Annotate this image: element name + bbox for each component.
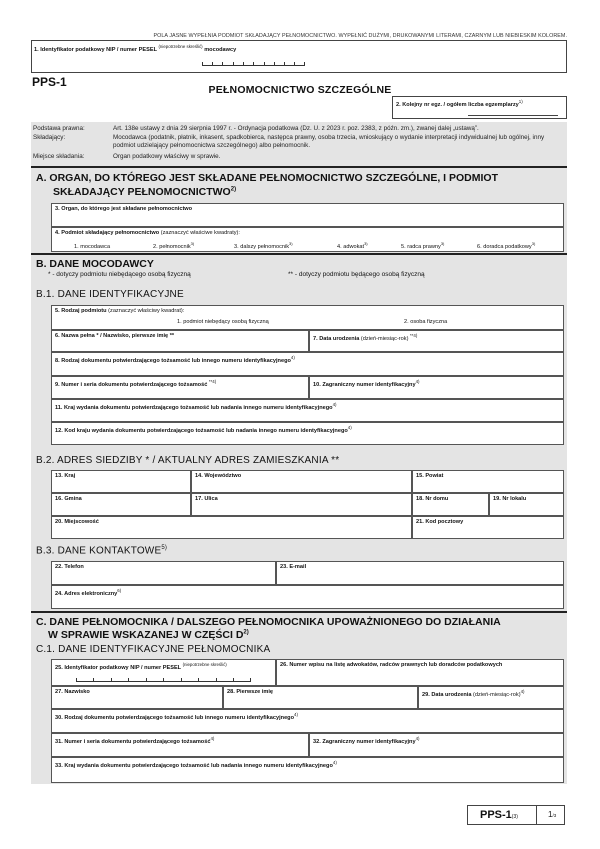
section-c-heading-line2: W SPRAWIE WSKAZANEJ W CZĘŚCI $D^{2)}$	[48, 629, 249, 641]
field-28-label: 28. Pierwsze imię	[227, 689, 274, 695]
field-10-foreign-id[interactable]	[309, 376, 564, 399]
field-17-label: 17. Ulica	[195, 496, 218, 502]
field-15-label: 15. Powiat	[416, 473, 444, 479]
legal-info-block	[31, 122, 567, 166]
section-b2-heading: B.2. ADRES SIEDZIBY * / AKTUALNY ADRES ZAMIESZKANIA **	[36, 455, 340, 466]
field-22-phone[interactable]	[51, 561, 276, 585]
footer-form-code: PPS-1(3)	[480, 809, 518, 821]
footer-divider	[536, 806, 537, 824]
section-c	[31, 611, 567, 784]
field-15-county[interactable]	[412, 470, 564, 493]
field-19-apartment-number[interactable]	[489, 493, 564, 516]
page-title: PEŁNOMOCNICTWO SZCZEGÓLNE	[208, 84, 392, 96]
field-23-email[interactable]	[276, 561, 564, 585]
field-31-label: 31. Numer i seria dokumentu potwierdzającego tożsamość$^{4)}$	[55, 736, 215, 745]
field-25-agent-tax-id[interactable]	[51, 659, 276, 686]
field-11-label: 11. Kraj wydania dokumentu potwierdzającego tożsamość lub nadania innego numeru identyfikacyjnego$^{4)}$	[55, 402, 337, 411]
field-12-label: 12. Kod kraju wydania dokumentu potwierdzającego tożsamość lub nadania innego numeru identyfikacyjnego$^{4)}$	[55, 425, 352, 434]
field-13-label: 13. Kraj	[55, 473, 76, 479]
field-6-name[interactable]	[51, 330, 309, 352]
field-26-registry-number[interactable]	[276, 659, 564, 686]
field-17-street[interactable]	[191, 493, 412, 516]
option-natural-person[interactable]: 2. osoba fizyczna	[404, 319, 448, 325]
field-29-label: 29. Data urodzenia (dzień-miesiąc-rok)$^{4)}$	[422, 689, 525, 698]
field-12-issuing-country-code[interactable]	[51, 422, 564, 445]
field-20-label: 20. Miejscowość	[55, 519, 99, 525]
section-c-heading-line1: C. DANE PEŁNOMOCNIKA / DALSZEGO PEŁNOMOCNIKA UPOWAŻNIONEGO DO DZIAŁANIA	[36, 616, 501, 628]
field-6-label: 6. Nazwa pełna * / Nazwisko, pierwsze imię **	[55, 333, 175, 339]
option-dalszy-pelnomocnik[interactable]: 3. dalszy pełnomocnik$^{3)}$	[234, 241, 293, 250]
field-3-organ[interactable]	[51, 203, 564, 227]
field-4-submitter	[51, 227, 564, 252]
field-25-label: 25. Identyfikator podatkowy NIP / numer PESEL $^{(niepotrzebne skreślić)}$	[55, 662, 227, 671]
section-a	[31, 166, 567, 253]
field-27-surname[interactable]	[51, 686, 223, 709]
field-10-label: 10. Zagraniczny numer identyfikacyjny$^{4)}$	[313, 379, 420, 388]
field-11-issuing-country[interactable]	[51, 399, 564, 422]
field-23-label: 23. E-mail	[280, 564, 307, 570]
note-natural-person: ** - dotyczy podmiotu będącego osobą fizyczną	[288, 271, 425, 278]
option-doradca-podatkowy[interactable]: 6. doradca podatkowy$^{3)}$	[477, 241, 536, 250]
option-adwokat[interactable]: 4. adwokat$^{3)}$	[337, 241, 368, 250]
field-27-label: 27. Nazwisko	[55, 689, 90, 695]
field-33-issuing-country[interactable]	[51, 757, 564, 783]
page-footer	[467, 805, 565, 825]
field-29-birth-date[interactable]	[418, 686, 564, 709]
field-30-label: 30. Rodzaj dokumentu potwierdzającego tożsamość lub innego numeru identyfikacyjnego$^{4)}$	[55, 712, 298, 721]
legal-basis-label: Podstawa prawna:	[33, 125, 85, 132]
section-a-heading-line2: SKŁADAJĄCY PEŁNOMOCNICTWO$^{2)}$	[53, 186, 237, 198]
field-30-document-type[interactable]	[51, 709, 564, 733]
field-24-label: 24. Adres elektroniczny$^{6)}$	[55, 588, 122, 597]
field-16-label: 16. Gmina	[55, 496, 82, 502]
section-b-heading: B. DANE MOCODAWCY	[36, 258, 154, 270]
field-21-postal-code[interactable]	[412, 516, 564, 539]
option-pelnomocnik[interactable]: 2. pełnomocnik$^{3)}$	[153, 241, 195, 250]
field-8-document-type[interactable]	[51, 352, 564, 376]
section-c1-heading: C.1. DANE IDENTYFIKACYJNE PEŁNOMOCNIKA	[36, 644, 271, 655]
option-mocodawca[interactable]: 1. mocodawca	[74, 243, 111, 250]
field-21-label: 21. Kod pocztowy	[416, 519, 464, 525]
field-26-label: 26. Numer wpisu na listę adwokatów, radców prawnych lub doradców podatkowych	[280, 662, 503, 668]
filers-value: Mocodawca (podatnik, płatnik, inkasent, spadkobierca, następca prawny, osoba trzecia, wnioskujący o wydanie interpretacji indywidualnej lub ogólnej, inny podmiot udzielający pełnomocnictwa szczególnego) albo pełnomocnik.	[113, 134, 545, 149]
copy-number-boxes	[468, 113, 558, 116]
field-8-label: 8. Rodzaj dokumentu potwierdzającego tożsamość lub innego numeru identyfikacyjnego$^{4)}$	[55, 355, 295, 364]
filers-label: Składający:	[33, 134, 66, 141]
field-5-label: 5. Rodzaj podmiotu (zaznaczyć właściwy kwadrat):	[55, 308, 185, 314]
field-3-label: 3. Organ, do którego jest składane pełnomocnictwo	[55, 206, 193, 212]
field-18-house-number[interactable]	[412, 493, 489, 516]
field-13-country[interactable]	[51, 470, 191, 493]
field-22-label: 22. Telefon	[55, 564, 84, 570]
field-19-label: 19. Nr lokalu	[493, 496, 527, 502]
taxpayer-id-boxes	[202, 62, 305, 66]
note-non-natural-person: * - dotyczy podmiotu niebędącego osobą fizyczną	[48, 271, 191, 278]
place-label: Miejsce składania:	[33, 153, 85, 160]
field-31-document-number[interactable]	[51, 733, 309, 757]
place-value: Organ podatkowy właściwy w sprawie.	[113, 153, 221, 160]
section-b3-heading: B.3. DANE KONTAKTOWE$^{5)}$	[36, 545, 168, 557]
option-radca-prawny[interactable]: 5. radca prawny$^{3)}$	[401, 241, 445, 250]
copy-number-label: 2. Kolejny nr egz. / ogółem liczba egzemplarzy$^{1)}$	[396, 99, 523, 108]
taxpayer-id-label: 1. Identyfikator podatkowy NIP / numer PESEL $^{(niepotrzebne skreślić)}$ mocodawcy	[34, 44, 237, 53]
field-16-municipality[interactable]	[51, 493, 191, 516]
option-non-natural-person[interactable]: 1. podmiot niebędący osobą fizyczną	[177, 319, 269, 325]
field-24-electronic-address[interactable]	[51, 585, 564, 609]
field-5-entity-type	[51, 305, 564, 330]
section-b1-heading: B.1. DANE IDENTYFIKACYJNE	[36, 289, 184, 300]
field-14-voivodeship[interactable]	[191, 470, 412, 493]
taxpayer-id-field[interactable]	[31, 40, 567, 73]
field-33-label: 33. Kraj wydania dokumentu potwierdzającego tożsamość lub nadania innego numeru identyfikacyjnego$^{4)}$	[55, 760, 337, 769]
field-32-foreign-id[interactable]	[309, 733, 564, 757]
section-b	[31, 253, 567, 611]
field-7-label: 7. Data urodzenia (dzień-miesiąc-rok) $^{**4)}$	[313, 333, 418, 342]
field-14-label: 14. Województwo	[195, 473, 242, 479]
field-9-document-number[interactable]	[51, 376, 309, 399]
page-number: 1/3	[548, 810, 557, 819]
field-28-first-name[interactable]	[223, 686, 418, 709]
field-4-label: 4. Podmiot składający pełnomocnictwo (zaznaczyć właściwe kwadraty):	[55, 230, 240, 236]
field-20-city[interactable]	[51, 516, 412, 539]
agent-tax-id-boxes	[76, 678, 251, 682]
field-9-label: 9. Numer i seria dokumentu potwierdzającego tożsamość $^{**4)}$	[55, 379, 217, 388]
legal-basis-value: Art. 138e ustawy z dnia 29 sierpnia 1997 r. - Ordynacja podatkowa (Dz. U. z 2023 r. poz. 2383, z późn. zm.), zwanej dalej „ustawą”.	[113, 125, 479, 132]
copy-number-field[interactable]	[392, 96, 567, 119]
section-a-heading-line1: A. ORGAN, DO KTÓREGO JEST SKŁADANE PEŁNOMOCNICTWO SZCZEGÓLNE, I PODMIOT	[36, 172, 499, 184]
field-32-label: 32. Zagraniczny numer identyfikacyjny$^{4)}$	[313, 736, 420, 745]
field-7-birth-date[interactable]	[309, 330, 564, 352]
form-code: PPS-1	[32, 75, 67, 89]
form-instruction-note: POLA JASNE WYPEŁNIA PODMIOT SKŁADAJĄCY PEŁNOMOCNICTWO. WYPEŁNIĆ DUŻYMI, DRUKOWANYMI LITERAMI, CZARNYM LUB NIEBIESKIM KOLOREM.	[153, 33, 567, 39]
field-18-label: 18. Nr domu	[416, 496, 449, 502]
